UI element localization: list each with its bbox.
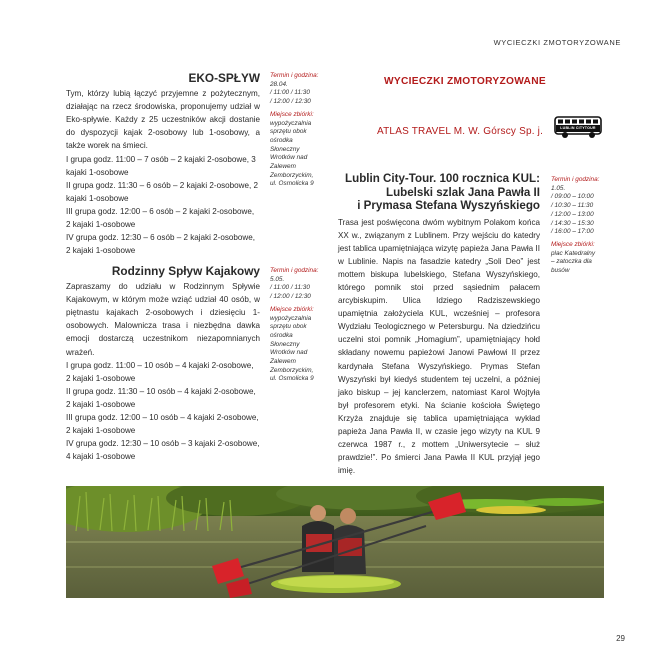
tour-title-line-1: Lublin City-Tour. 100 rocznica KUL: (345, 172, 540, 185)
kajak-term-label: Termin i godzina: (270, 267, 319, 274)
eko-place-3: ośrodka (270, 136, 293, 144)
eko-group-2: II grupa godz. 11:30 – 6 osób – 2 kajaki 2-osobowe, 2 kajaki 1-osobowe (66, 180, 258, 203)
eko-group-4: IV grupa godz. 12:30 – 6 osób – 2 kajaki 2-osobowe, 2 kajaki 1-osobowe (66, 233, 255, 256)
kajak-place-label: Miejsce zbiórki: (270, 305, 314, 313)
eko-place-7: Zemborzyckim, (270, 171, 314, 179)
tour-title-line-3: i Prymasa Stefana Wyszyńskiego (357, 199, 540, 212)
eko-section (66, 72, 260, 257)
kajak-place-5: Wrotków nad (270, 349, 308, 357)
kajak-place-7: Zemborzyckim, (270, 366, 314, 374)
tour-paragraph: Trasa jest poświęcona dwóm wybitnym Polakom końca XX w., związanym z Lublinem. Przy wejściu do katedry jest tablica upamiętniająca wizytę papieża Jana Pawła II w Lublinie. Napis na fasadzie katedry „Soli Deo” jest mottem biskupa lubelskiego, Stefana Wyszyńskiego, którego pomnik stoi przed sąsiednim pałacem arcybiskupim. Ulica Idziego Radziszewskiego upamiętnia założyciela KUL, wcześniej – profesora Wydziału Teologicznego w Petersburgu. Na dziedzińcu uczelni stoi pomnik „Homagium”, upamiętniający hołd składany nowemu papieżowi Janowi Pawłowi II przez kardynała Stefana Wyszyńskiego. Prymas Stefan Wyszyński był kiedyś studentem tej uczelni, a później jako biskup – jej kanclerzem, natomiast Karol Wojtyła był profesorem etyki. Na ścianie kościoła Świętego Krzyża znajduje się tablica upamiętniająca wykład papieża Jana Pawła II, w czasie jego wizyty na KUL 9 czerwca 1987 r., z mottem „Uniwersytecie – służ prawdzie!”. Po śmierci Jana Pawła II KUL przyjął jego imię. (338, 217, 540, 476)
kajak-group-3: III grupa godz. 12:00 – 10 osób – 4 kajaki 2-osobowe, 2 kajaki 1-osobowe (66, 413, 259, 436)
kajak-time-2: / 12:00 / 12:30 (270, 293, 311, 301)
eko-date: 28.04. (270, 80, 288, 88)
kajak-paragraph: Zapraszamy do udziału w Rodzinnym Spływie Kajakowym, w którym może wziąć udział 40 osób, w piętnastu kajakach 2-osobowych i dziesięciu 1-osobowych. Malownicza trasa i niezbędna dawka emocji dostarczą uczestnikom niezapomnianych wrażeń. (66, 282, 260, 357)
tour-time-1: / 09:00 – 10:00 (551, 193, 594, 201)
tour-place-2: – zatoczka dla (551, 258, 592, 266)
kajak-place-2: sprzętu obok (270, 323, 307, 331)
bus-logo (552, 114, 604, 140)
eko-sidebar (270, 72, 332, 189)
kajak-group-2: II grupa godz. 11:30 – 10 osób – 4 kajaki 2-osobowe, 2 kajaki 1-osobowe (66, 386, 256, 409)
eko-groups (66, 153, 260, 258)
kajak-time-1: / 11:00 / 11:30 (270, 284, 310, 292)
eko-group-3: III grupa godz. 12:00 – 6 osób – 2 kajaki 2-osobowe, 2 kajaki 1-osobowe (66, 206, 255, 230)
eko-place-6: Zalewem (270, 163, 296, 171)
eko-time-1: / 11:00 / 11:30 (270, 89, 310, 97)
tour-term-label: Termin i godzina: (551, 176, 600, 183)
kajak-place-1: wypożyczalnia (270, 314, 312, 322)
kayak-photo-image (66, 486, 604, 598)
eko-group-1: I grupa godz. 11:00 – 7 osób – 2 kajaki 2-osobowe, 3 kajaki 1-osobowe (66, 154, 256, 177)
kajak-place-6: Zalewem (270, 358, 296, 366)
kajak-group-4: IV grupa godz. 12:30 – 10 osób – 3 kajaki 2-osobowe, 4 kajaki 1-osobowe (66, 439, 260, 462)
tour-time-3: / 12:00 – 13:00 (551, 210, 594, 218)
eko-place-4: Słoneczny (270, 145, 300, 153)
tour-place-label: Miejsce zbiórki: (551, 240, 595, 248)
tour-sidebar (551, 176, 611, 276)
wycieczki-title: WYCIECZKI ZMOTORYZOWANE (384, 76, 546, 87)
kajak-place-3: ośrodka (270, 331, 293, 339)
page-number: 29 (616, 634, 625, 643)
eko-place-1: wypożyczalnia (270, 119, 312, 127)
tour-date: 1.05. (551, 184, 566, 192)
tour-place-3: busów (551, 267, 570, 275)
kajak-groups (66, 359, 260, 464)
eko-place-label: Miejsce zbiórki: (270, 110, 314, 118)
kajak-title: Rodzinny Spływ Kajakowy (111, 264, 260, 278)
kajak-group-1: I grupa godz. 11:00 – 10 osób – 4 kajaki 2-osobowe, 2 kajaki 1-osobowe (66, 360, 254, 383)
tour-section (338, 172, 540, 477)
eko-term-label: Termin i godzina: (270, 72, 319, 79)
tour-title-line-2: Lubelski szlak Jana Pawła II (385, 185, 540, 199)
tour-time-5: / 16:00 – 17:00 (551, 228, 594, 236)
eko-paragraph: Tym, którzy lubią łączyć przyjemne z pożytecznym, działając na rzecz środowiska, proponujemy udział w Eko-spływie. Każdy z 25 uczestników akcji dostanie do dyspozycji kajak 2-osobowy lub 1-osobowy, a także worek na śmieci. (66, 89, 260, 151)
tour-time-2: / 10:30 – 11:30 (551, 202, 594, 210)
kayak-photo (66, 486, 604, 598)
tour-time-4: / 14:30 – 15:30 (551, 219, 594, 227)
eko-time-2: / 12:00 / 12:30 (270, 98, 311, 106)
bus-logo-text: LUBLIN CITYTOUR (560, 125, 596, 130)
kajak-section (66, 265, 260, 463)
eko-title: EKO-SPŁYW (188, 71, 260, 85)
kajak-place-8: ul. Osmolicka 9 (270, 375, 314, 383)
organizer-name: ATLAS TRAVEL M. W. Górscy Sp. j. (377, 126, 544, 137)
kajak-place-4: Słoneczny (270, 340, 300, 348)
eko-place-8: ul. Osmolicka 9 (270, 180, 314, 188)
tour-place-1: plac Katedralny (551, 249, 596, 257)
eko-place-2: sprzętu obok (270, 128, 307, 136)
kajak-date: 5.05. (270, 275, 285, 283)
eko-place-5: Wrotków nad (270, 154, 308, 162)
kajak-sidebar (270, 267, 332, 384)
running-header: WYCIECZKI ZMOTORYZOWANE (493, 38, 621, 47)
